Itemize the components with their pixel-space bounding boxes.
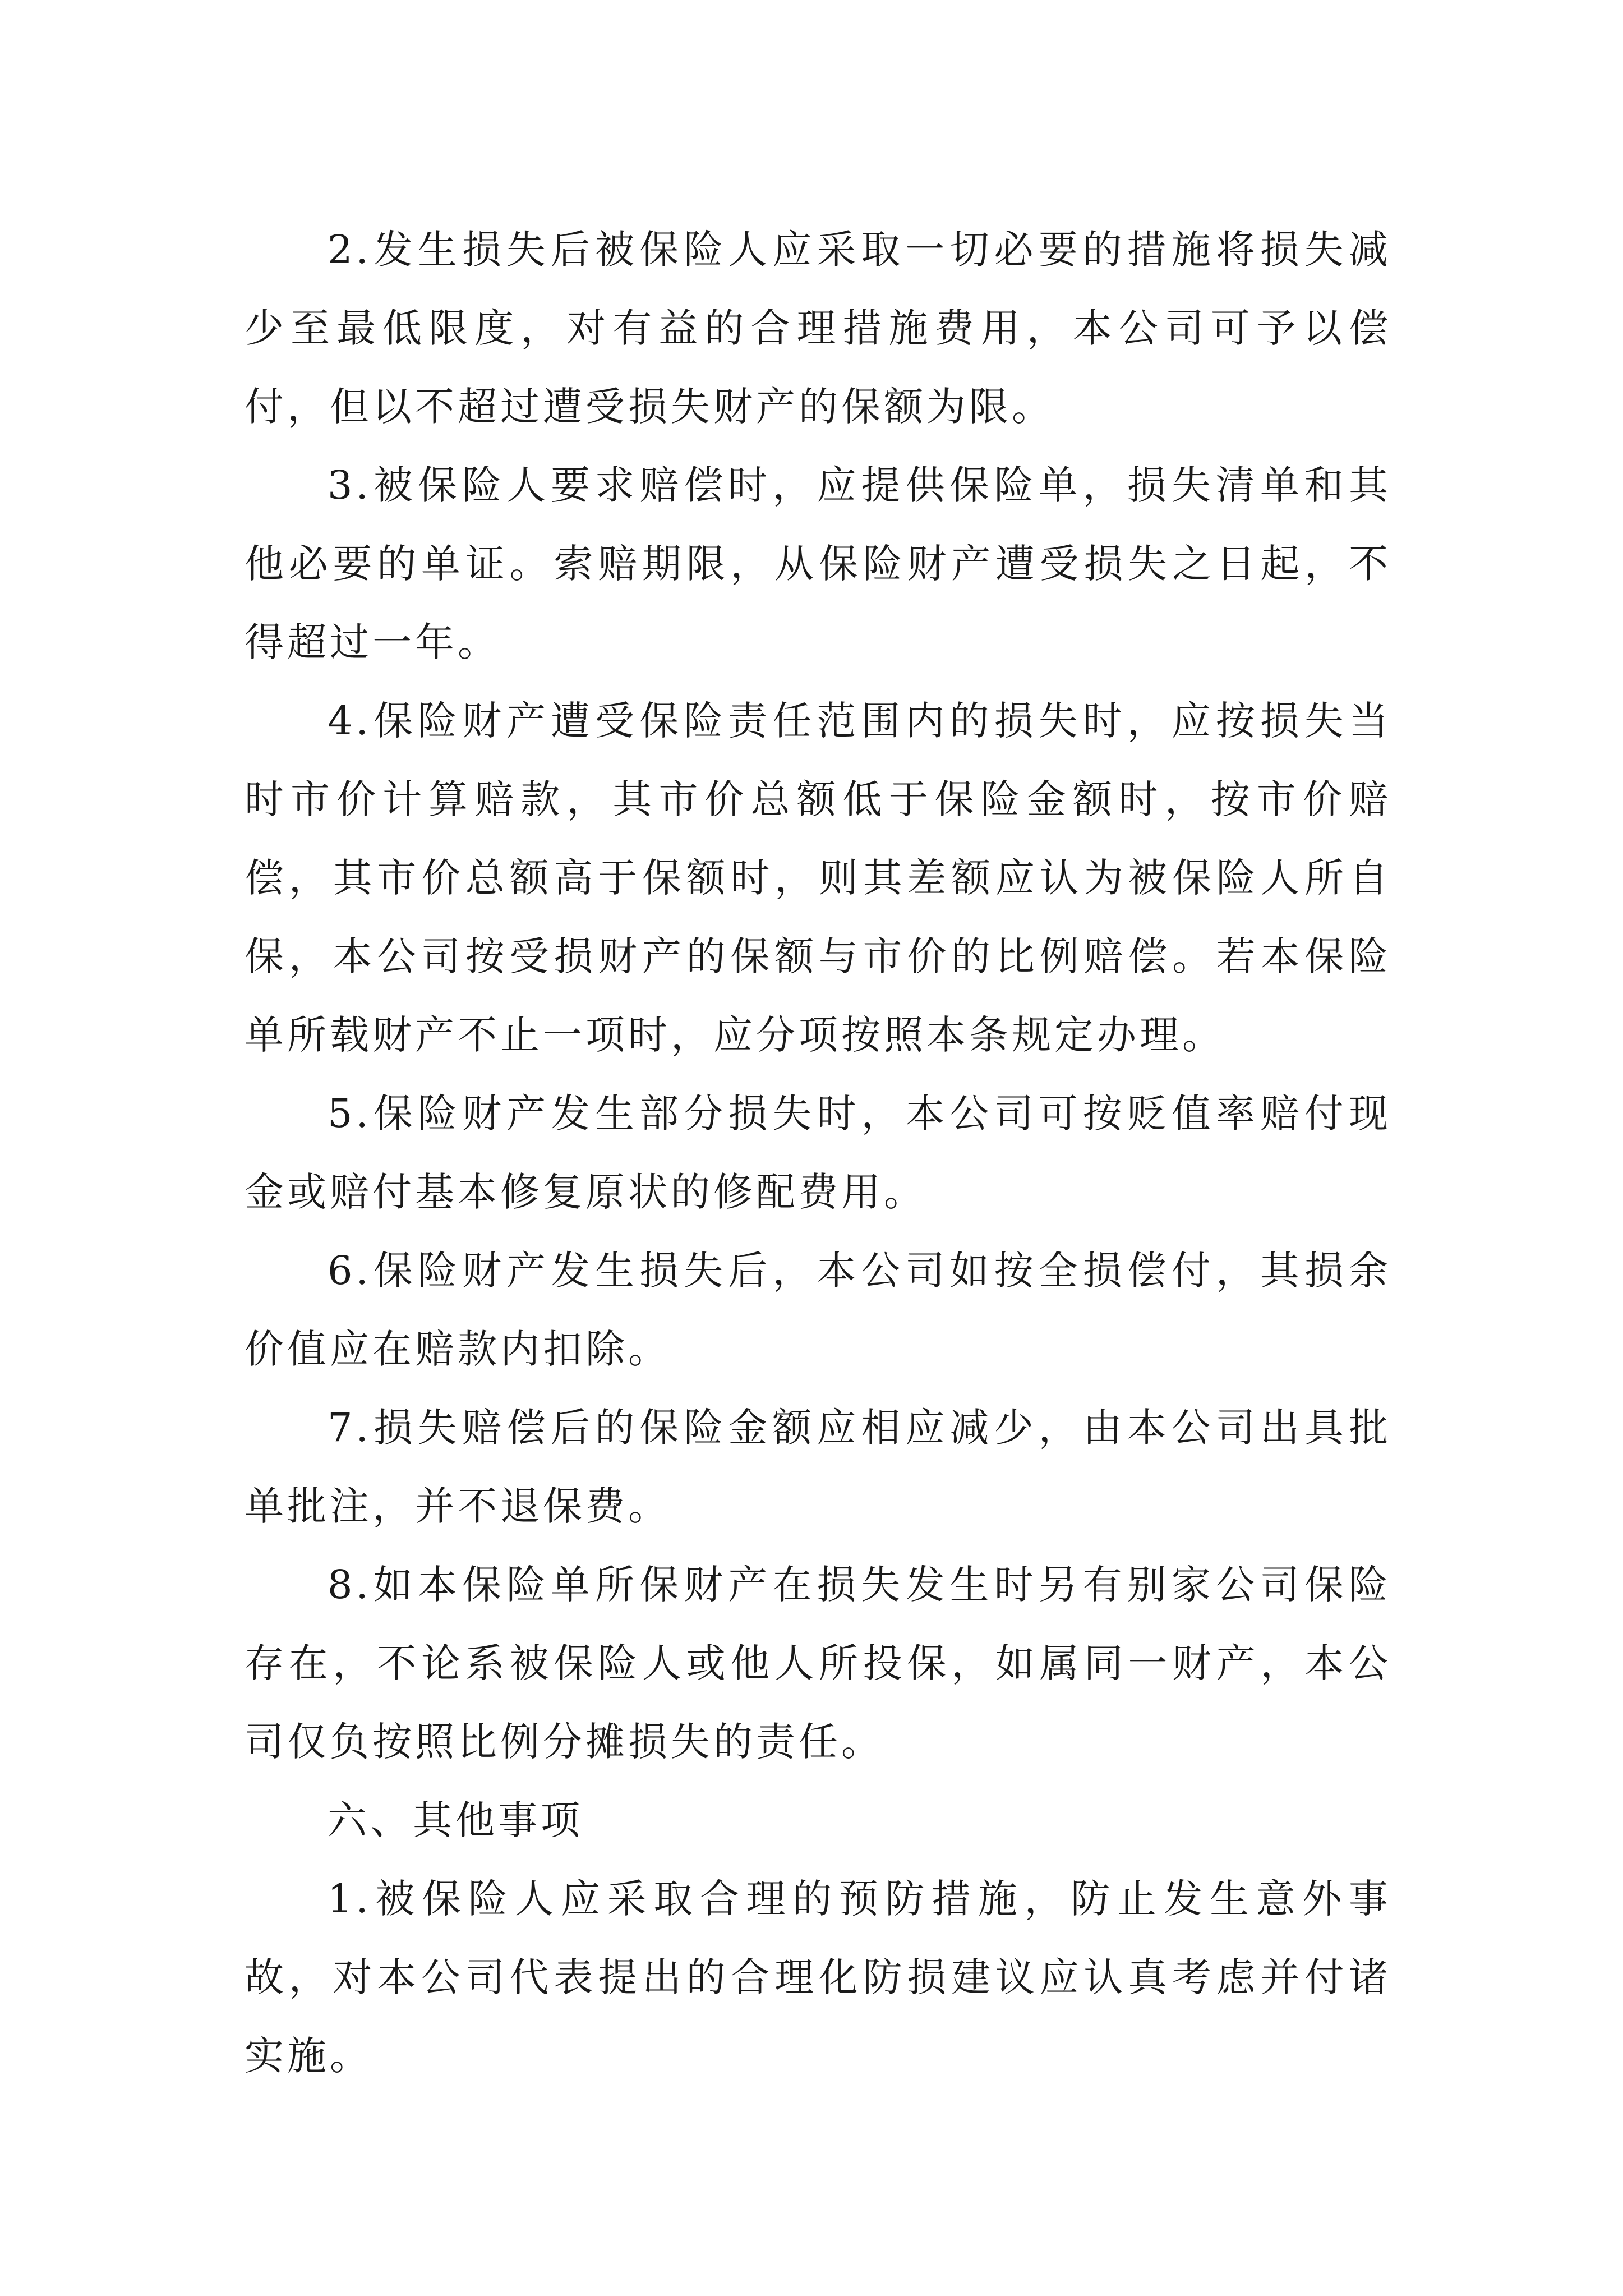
paragraph-clause-3: 3.被保险人要求赔偿时，应提供保险单，损失清单和其他必要的单证。索赔期限，从保险财产遭受损失之日起，不得超过一年。 bbox=[245, 462, 1391, 665]
paragraph-clause-6: 6.保险财产发生损失后，本公司如按全损偿付，其损余价值应在赔款内扣除。 bbox=[245, 1248, 1391, 1372]
paragraph-clause-8: 8.如本保险单所保财产在损失发生时另有别家公司保险存在，不论系被保险人或他人所投保，如属同一财产，本公司仅负按照比例分摊损失的责任。 bbox=[245, 1562, 1391, 1765]
document-body bbox=[245, 210, 1391, 2095]
paragraph-clause-2: 2.发生损失后被保险人应采取一切必要的措施将损失减少至最低限度，对有益的合理措施费用，本公司可予以偿付，但以不超过遭受损失财产的保额为限。 bbox=[245, 227, 1391, 430]
section-heading-other-matters: 六、其他事项 bbox=[328, 1797, 583, 1843]
paragraph-clause-5: 5.保险财产发生部分损失时，本公司可按贬值率赔付现金或赔付基本修复原状的修配费用。 bbox=[245, 1091, 1391, 1215]
paragraph-clause-7: 7.损失赔偿后的保险金额应相应减少，由本公司出具批单批注，并不退保费。 bbox=[245, 1405, 1391, 1529]
paragraph-other-matters-1: 1.被保险人应采取合理的预防措施，防止发生意外事故，对本公司代表提出的合理化防损建议应认真考虑并付诸实施。 bbox=[245, 1876, 1391, 2079]
paragraph-clause-4: 4.保险财产遭受保险责任范围内的损失时，应按损失当时市价计算赔款，其市价总额低于保险金额时，按市价赔偿，其市价总额高于保额时，则其差额应认为被保险人所自保，本公司按受损财产的保额与市价的比例赔偿。若本保险单所载财产不止一项时，应分项按照本条规定办理。 bbox=[245, 698, 1391, 1058]
